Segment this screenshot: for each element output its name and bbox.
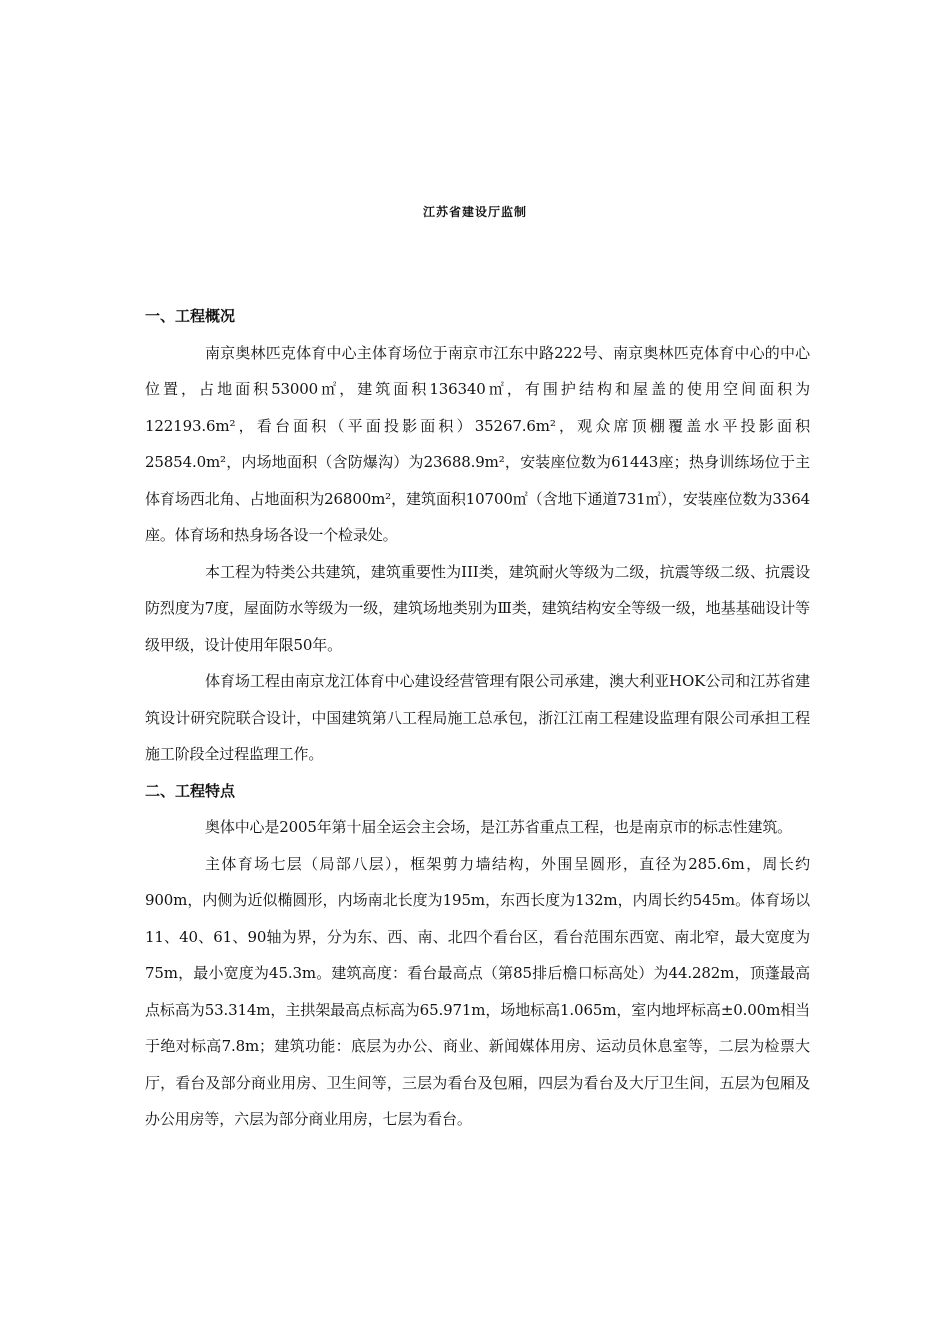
paragraph: 主体育场七层（局部八层），框架剪力墙结构，外围呈圆形，直径为285.6m，周长约900m，内侧为近似椭圆形，内场南北长度为195m，东西长度为132m，内周长约545m。体育场以11、40、61、90轴为界，分为东、西、南、北四个看台区，看台范围东西宽、南北窄，最大宽度为75m，最小宽度为45.3m。建筑高度：看台最高点（第85排后檐口标高处）为44.282m，顶蓬最高点标高为53.314m，主拱架最高点标高为65.971m，场地标高1.065m，室内地坪标高±0.00m相当于绝对标高7.8m；建筑功能：底层为办公、商业、新闻媒体用房、运动员休息室等，二层为检票大厅，看台及部分商业用房、卫生间等，三层为看台及包厢，四层为看台及大厅卫生间，五层为包厢及办公用房等，六层为部分商业用房，七层为看台。	[145, 854, 810, 1128]
paragraph: 南京奥林匹克体育中心主体育场位于南京市江东中路222号、南京奥林匹克体育中心的中心位置，占地面积53000㎡，建筑面积136340㎡，有围护结构和屋盖的使用空间面积为122193.6m²，看台面积（平面投影面积）35267.6m²，观众席顶棚覆盖水平投影面积25854.0m²，内场地面积（含防爆沟）为23688.9m²，安装座位数为61443座；热身训练场位于主体育场西北角、占地面积为26800m²，建筑面积10700㎡（含地下通道731㎡），安装座位数为3364座。体育场和热身场各设一个检录处。	[145, 343, 810, 544]
document-header: 江苏省建设厅监制	[422, 205, 527, 219]
paragraph: 奥体中心是2005年第十届全运会主会场，是江苏省重点工程，也是南京市的标志性建筑。	[205, 818, 793, 836]
paragraph: 体育场工程由南京龙江体育中心建设经营管理有限公司承建，澳大利亚HOK公司和江苏省建筑设计研究院联合设计，中国建筑第八工程局施工总承包，浙江江南工程建设监理有限公司承担工程施工阶段全过程监理工作。	[145, 672, 810, 763]
section-heading-overview: 一、工程概况	[145, 307, 236, 325]
section-heading-features: 二、工程特点	[145, 781, 236, 800]
paragraph: 本工程为特类公共建筑，建筑重要性为III类，建筑耐火等级为二级，抗震等级二级、抗震设防烈度为7度，屋面防水等级为一级，建筑场地类别为Ⅲ类，建筑结构安全等级一级，地基基础设计等级甲级，设计使用年限50年。	[145, 562, 810, 654]
document-body	[145, 298, 810, 1138]
